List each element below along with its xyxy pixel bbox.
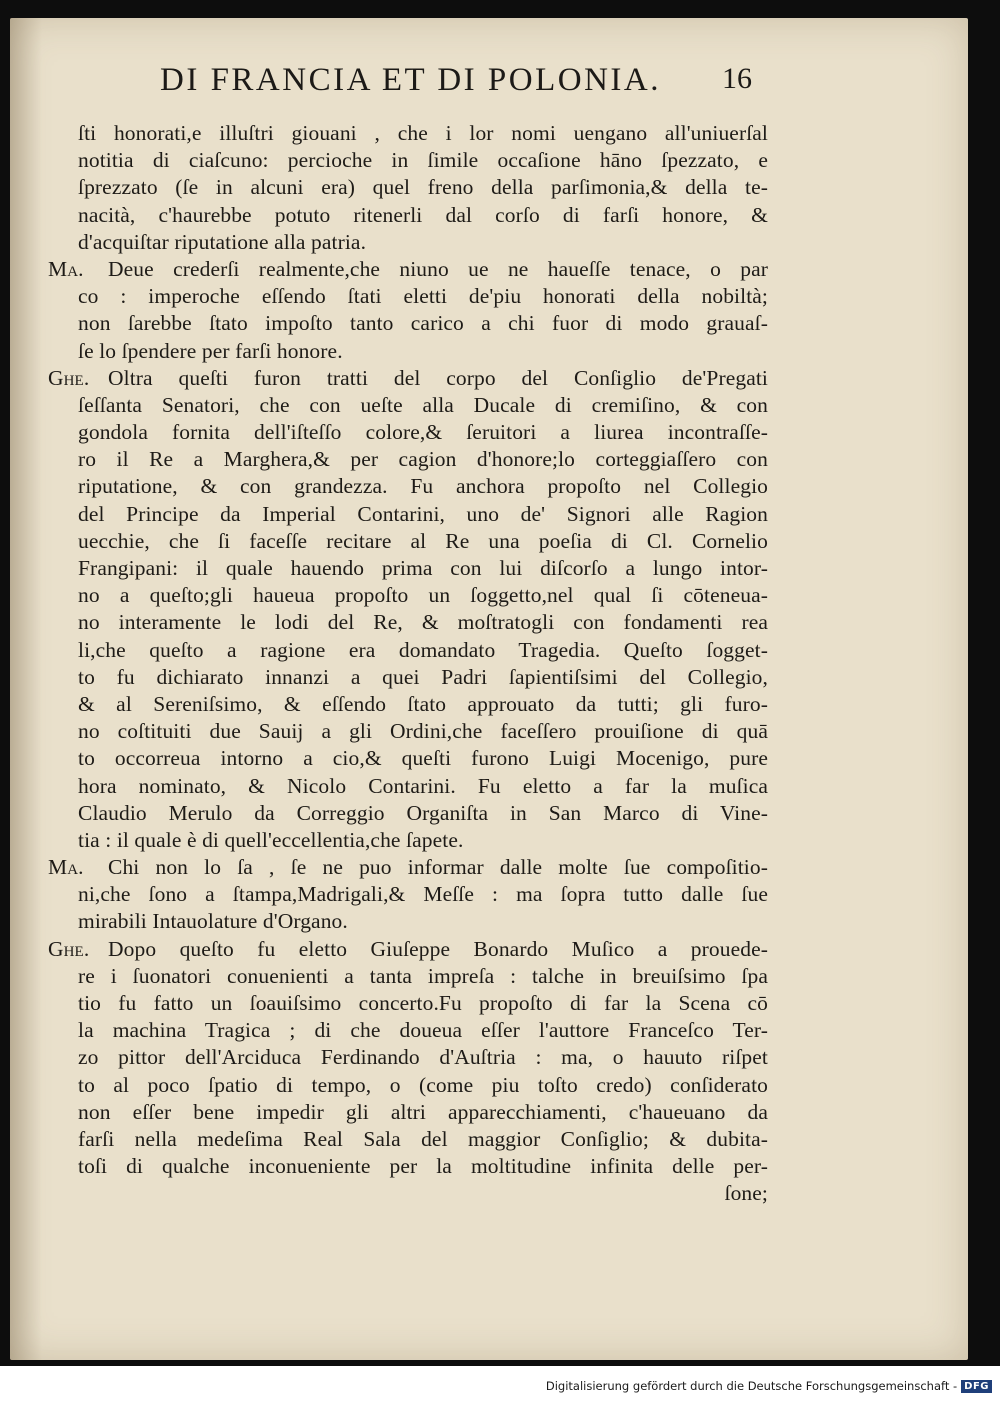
line-text: & al Sereniſsimo, & eſſendo ſtato approuato da tutti; gli furo- [78,691,768,716]
text-line [48,202,768,229]
line-text: non eſſer bene impedir gli altri apparecchiamenti, c'haueuano da [78,1099,768,1124]
text-line [48,256,768,283]
text-line [48,120,768,147]
line-text: ſe lo ſpendere per farſi honore. [78,338,343,363]
speaker-label: Ghe. [48,936,90,961]
text-line [48,338,768,365]
text-line [48,147,768,174]
line-text: d'acquiſtar riputatione alla patria. [78,229,367,254]
text-line [48,392,768,419]
text-line [48,1017,768,1044]
text-line [48,745,768,772]
text-line [48,691,768,718]
text-line [48,908,768,935]
line-text: ſti honorati,e illuſtri giouani , che i lor nomi uengano all'uniuerſal [78,121,768,145]
text-line [48,528,768,555]
text-line [48,718,768,745]
line-text: re i ſuonatori conuenienti a tanta impreſa : talche in breuiſsimo ſpa [78,963,768,988]
text-line [48,310,768,337]
line-text: Deue crederſi realmente,che niuno ue ne haueſſe tenace, o par [108,256,768,281]
line-text: to occorreua intorno a cio,& queſti furono Luigi Mocenigo, pure [78,746,768,771]
text-line [48,1044,768,1071]
line-text: no a queſto;gli haueua propoſto un ſoggetto,nel qual ſi cōteneua- [78,583,768,608]
text-line [48,773,768,800]
speaker-label: Ma. [48,855,84,880]
text-line [48,1072,768,1099]
text-line [48,609,768,636]
line-text: Claudio Merulo da Correggio Organiſta in San Marco di Vine- [78,800,768,825]
text-line [48,229,768,256]
speaker-label: Ma. [48,256,84,281]
funding-credit [546,1375,992,1397]
line-text: tia : il quale è di quell'eccellentia,che ſapete. [78,827,464,852]
text-line [48,473,768,500]
book-page [10,18,968,1360]
text-line [48,365,768,392]
text-line [48,1180,768,1207]
line-text: Frangipani: il quale hauendo prima con lui diſcorſo a lungo intor- [78,556,768,580]
text-line [48,283,768,310]
line-text: co : imperoche eſſendo ſtati eletti de'piu honorati della nobiltà; [78,284,768,309]
line-text: tio fu fatto un ſoauiſsimo concerto.Fu propoſto di far la Scena cō [78,991,768,1015]
text-line [48,419,768,446]
line-text: to fu dichiarato innanzi a quei Padri ſapientiſsimi del Collegio, [78,664,768,689]
text-line [48,446,768,473]
line-text: zo pittor dell'Arciduca Ferdinando d'Auſtria : ma, o hauuto riſpet [78,1045,768,1070]
text-line [48,664,768,691]
line-text: Dopo queſto fu eletto Giuſeppe Bonardo Muſico a prouede- [108,936,768,961]
line-text: toſi di qualche inconueniente per la moltitudine infinita delle per- [78,1154,768,1179]
speaker-label: Ghe. [48,365,90,390]
line-text: farſi nella medeſima Real Sala del maggior Conſiglio; & dubita- [78,1126,768,1151]
line-text: riputatione, & con grandezza. Fu anchora propoſto nel Collegio [78,474,768,499]
text-line [48,1153,768,1180]
line-text: ſprezzato (ſe in alcuni era) quel freno della parſimonia,& della te- [78,175,768,200]
body-text [48,120,768,1208]
line-text: ro il Re a Marghera,& per cagion d'honore;lo corteggiaſſero con [78,447,768,472]
line-text: gondola fornita dell'iſteſſo colore,& ſeruitori a liurea incontraſſe- [78,420,768,445]
line-text: notitia di ciaſcuno: percioche in ſimile occaſione hāno ſpezzato, e [78,148,768,173]
text-line [48,555,768,582]
text-line [48,174,768,201]
credit-text: Digitalisierung gefördert durch die Deutsche Forschungsgemeinschaft - [545,1379,958,1393]
line-text: non ſarebbe ſtato impoſto tanto carico a chi fuor di modo grauaſ- [78,311,768,336]
text-line [48,637,768,664]
text-line [48,963,768,990]
line-text: li,che queſto a ragione era domandato Tragedia. Queſto ſogget- [78,637,768,662]
text-line [48,501,768,528]
text-line [48,1099,768,1126]
line-text: ſone; [724,1181,768,1206]
line-text: uecchie, che ſi faceſſe recitare al Re una poeſia di Cl. Cornelio [78,528,768,553]
line-text: Chi non lo ſa , ſe ne puo informar dalle molte ſue compoſitio- [108,855,768,880]
page-number: 16 [722,62,752,95]
line-text: no interamente le lodi del Re, & moſtratogli con fondamenti rea [78,610,768,635]
line-text: nacità, c'haurebbe potuto ritenerli dal corſo di farſi honore, & [78,202,768,227]
line-text: no coſtituiti due Sauij a gli Ordini,che faceſſero prouiſione di quā [78,719,768,744]
line-text: del Principe da Imperial Contarini, uno de' Signori alle Ragion [78,501,768,526]
running-head: DI FRANCIA ET DI POLONIA. [160,62,661,98]
line-text: mirabili Intauolature d'Organo. [78,909,348,934]
text-line [48,881,768,908]
text-line [48,800,768,827]
line-text: Oltra queſti furon tratti del corpo del Conſiglio de'Pregati [108,365,768,390]
line-text: ſeſſanta Senatori, che con ueſte alla Ducale di cremiſino, & con [78,392,768,417]
dfg-logo-icon: DFG [961,1380,992,1393]
text-line [48,936,768,963]
text-line [48,990,768,1017]
text-line [48,854,768,881]
line-text: hora nominato, & Nicolo Contarini. Fu eletto a far la muſica [78,773,768,798]
text-line [48,827,768,854]
line-text: la machina Tragica ; di che doueua eſſer l'auttore Franceſco Ter- [78,1018,768,1043]
line-text: ni,che ſono a ſtampa,Madrigali,& Meſſe : ma ſopra tutto dalle ſue [78,882,768,907]
line-text: to al poco ſpatio di tempo, o (come piu toſto credo) conſiderato [78,1072,768,1097]
text-line [48,1126,768,1153]
text-line [48,582,768,609]
